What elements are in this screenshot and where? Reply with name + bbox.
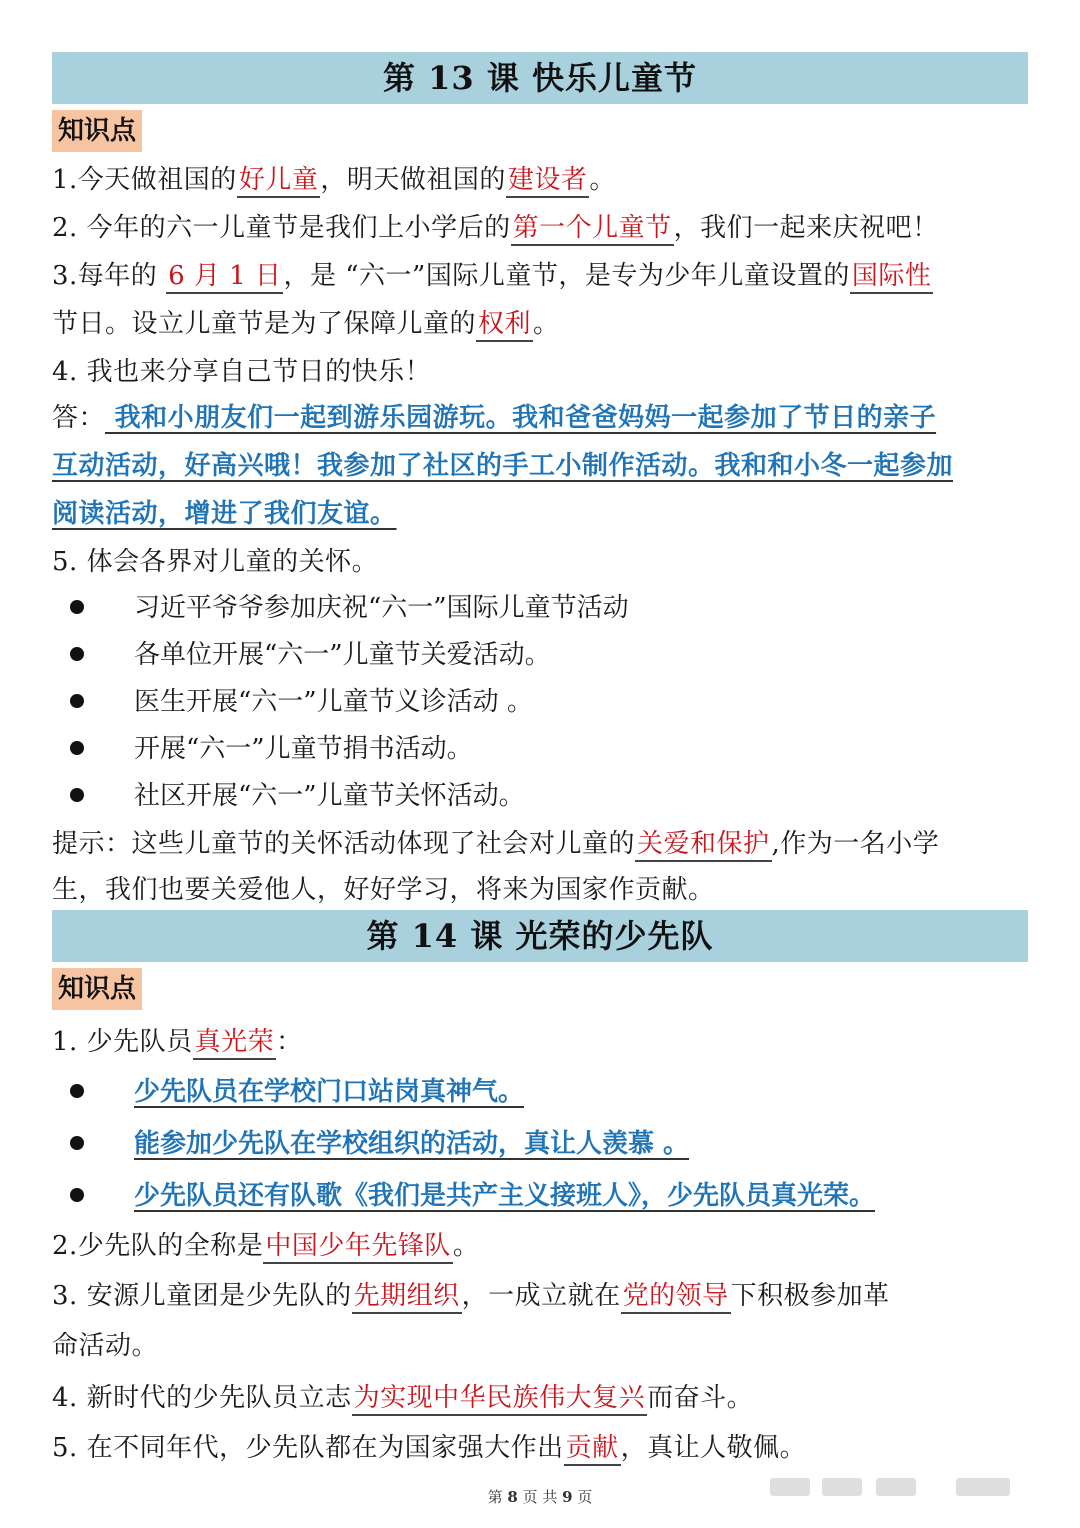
list-item: 医生开展“六一”儿童节义诊活动 。 [70,684,1030,720]
answer-blank: 中国少年先锋队 [263,1231,453,1264]
l14-item-2: 2.少先队的全称是中国少年先锋队。 [52,1228,1042,1264]
knowledge-points-tag: 知识点 [52,968,142,1010]
knowledge-points-tag: 知识点 [52,110,142,152]
l13-item-5: 5. 体会各界对儿童的关怀。 [52,547,379,577]
bullet-icon [70,1188,84,1202]
l14-item-1: 1. 少先队员真光荣： [52,1024,1042,1060]
answer-blank: 建设者 [506,165,590,198]
l13-item-4: 4. 我也来分享自己节日的快乐！ [52,357,432,387]
l13-item-3-cont: 节日。设立儿童节是为了保障儿童的权利。 [52,306,1042,342]
answer-blank: 真光荣 [193,1027,277,1060]
bullet-icon [70,788,84,802]
bullet-icon [70,1084,84,1098]
list-item: 少先队员还有队歌《我们是共产主义接班人》，少先队员真光荣。 [70,1178,1030,1214]
answer-blank: 为实现中华民族伟大复兴 [352,1383,648,1416]
list-item: 能参加少先队在学校组织的活动，真让人羡慕 。 [70,1126,1030,1162]
answer-blank: 好儿童 [237,165,321,198]
answer-line-1: 答： 我和小朋友们一起到游乐园游玩。我和爸爸妈妈一起参加了节日的亲子 [52,403,937,433]
page-number: 第 8 页 共 9 页 [487,1488,593,1506]
answer-blank: 权利 [476,309,533,342]
list-item: 社区开展“六一”儿童节关怀活动。 [70,778,1030,814]
l13-item-3: 3.每年的 6 月 1 日，是 “六一”国际儿童节，是专为少年儿童设置的国际性 [52,258,1042,294]
lesson-14-title: 第 14 课 光荣的少先队 [52,910,1028,962]
l14-item-3-cont: 命活动。 [52,1331,159,1361]
answer-blank: 6 月 1 日 [166,261,283,294]
l13-item-2: 2. 今年的六一儿童节是我们上小学后的第一个儿童节，我们一起来庆祝吧！ [52,210,1042,246]
l13-item-1: 1.今天做祖国的好儿童，明天做祖国的建设者。 [52,162,1042,198]
answer-line-3: 阅读活动，增进了我们友谊。 [52,499,397,529]
l14-item-4: 4. 新时代的少先队员立志为实现中华民族伟大复兴而奋斗。 [52,1380,1042,1416]
l13-tip-cont: 生，我们也要关爱他人，好好学习，将来为国家作贡献。 [52,875,715,905]
answer-blank: 先期组织 [352,1281,462,1314]
answer-line-2: 互动活动，好高兴哦！我参加了社区的手工小制作活动。我和和小冬一起参加 [52,451,954,481]
bullet-icon [70,600,84,614]
list-item: 习近平爷爷参加庆祝“六一”国际儿童节活动 [70,590,1030,626]
bullet-icon [70,741,84,755]
l14-item-3: 3. 安源儿童团是少先队的先期组织，一成立就在党的领导下积极参加革 [52,1278,1042,1314]
watermark-blur [956,1478,1010,1496]
list-item: 开展“六一”儿童节捐书活动。 [70,731,1030,767]
bullet-icon [70,1136,84,1150]
answer-blank: 第一个儿童节 [511,213,674,246]
watermark-blur [770,1478,810,1496]
list-item: 各单位开展“六一”儿童节关爱活动。 [70,637,1030,673]
answer-blank: 国际性 [850,261,934,294]
watermark-blur [822,1478,862,1496]
bullet-icon [70,694,84,708]
watermark-blur [876,1478,916,1496]
answer-blank: 党的领导 [621,1281,731,1314]
list-item: 少先队员在学校门口站岗真神气。 [70,1074,1030,1110]
answer-blank: 关爱和保护 [635,829,772,862]
bullet-icon [70,647,84,661]
answer-blank: 贡献 [564,1433,621,1466]
lesson-13-title: 第 13 课 快乐儿童节 [52,52,1028,104]
l14-item-5: 5. 在不同年代，少先队都在为国家强大作出贡献，真让人敬佩。 [52,1430,1042,1466]
l13-tip: 提示：这些儿童节的关怀活动体现了社会对儿童的关爱和保护,作为一名小学 [52,826,1042,862]
